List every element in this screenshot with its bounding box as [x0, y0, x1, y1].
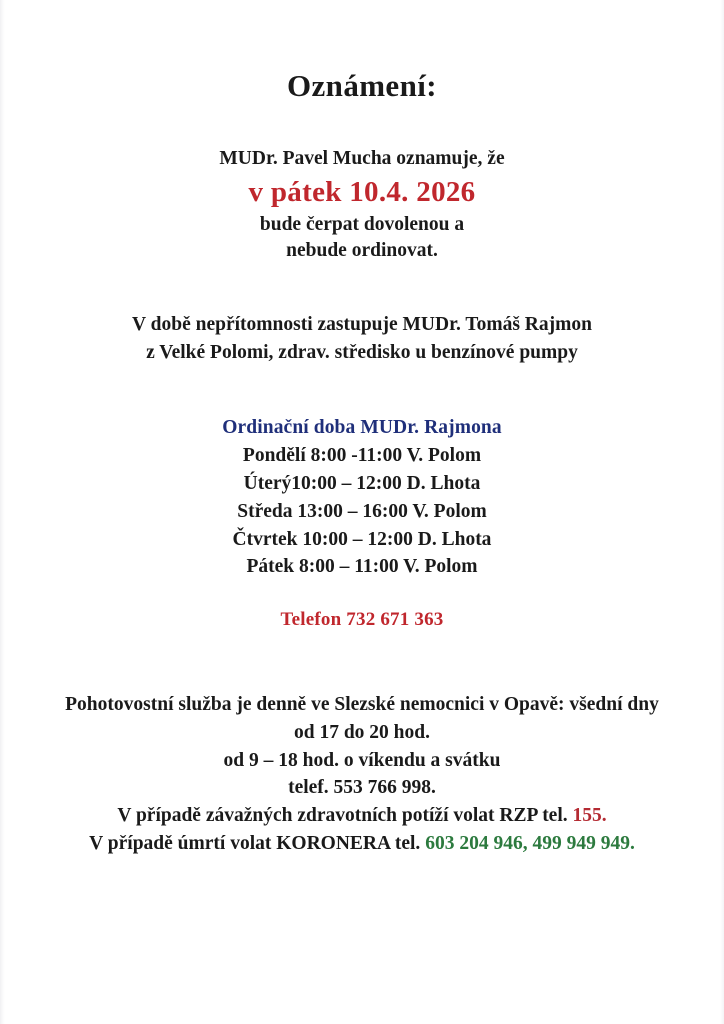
substitute-line-1: V době nepřítomnosti zastupuje MUDr. Tomáš Rajmon — [132, 314, 592, 336]
substitute-line-2: z Velké Polomi, zdrav. středisko u benzínové pumpy — [146, 342, 578, 363]
absence-reason-line-2: nebude ordinovat. — [286, 240, 438, 261]
emergency-rzp-number: 155. — [572, 805, 607, 827]
substitute-doctor-section — [26, 311, 698, 366]
contact-section — [26, 609, 698, 631]
office-hours-section — [26, 414, 698, 582]
announcement-intro: MUDr. Pavel Mucha oznamuje, že — [219, 148, 505, 169]
announcement-section — [26, 147, 698, 264]
office-hours-heading: Ordinační doba MUDr. Rajmona — [222, 416, 502, 438]
office-hours-row-thursday: Čtvrtek 10:00 – 12:00 D. Lhota — [232, 528, 492, 550]
absence-reason-line-1: bude čerpat dovolenou a — [259, 213, 465, 235]
emergency-koroner-text: V případě úmrtí volat KORONERA tel. — [89, 832, 426, 854]
office-hours-row-wednesday: Středa 13:00 – 16:00 V. Polom — [237, 500, 487, 522]
page-title: Oznámení: — [287, 68, 437, 103]
emergency-koroner-line — [26, 830, 698, 858]
emergency-rzp-line — [26, 802, 698, 830]
office-hours-row-friday: Pátek 8:00 – 11:00 V. Polom — [246, 556, 478, 578]
emergency-services-section — [26, 691, 698, 857]
contact-phone: Telefon 732 671 363 — [280, 609, 444, 631]
emergency-line-1: Pohotovostní služba je denně ve Slezské nemocnici v Opavě: všední dny — [65, 694, 659, 716]
emergency-rzp-text: V případě závažných zdravotních potíží volat RZP tel. — [117, 805, 573, 827]
emergency-line-3: od 9 – 18 hod. o víkendu a svátku — [223, 749, 501, 771]
emergency-hospital-phone: telef. 553 766 998. — [288, 777, 436, 799]
emergency-koroner-numbers: 603 204 946, 499 949 949. — [425, 832, 635, 854]
emergency-line-2: od 17 do 20 hod. — [293, 722, 430, 744]
office-hours-row-monday: Pondělí 8:00 -11:00 V. Polom — [242, 444, 482, 466]
office-hours-row-tuesday: Úterý10:00 – 12:00 D. Lhota — [243, 472, 481, 494]
absence-date: v pátek 10.4. 2026 — [248, 176, 476, 208]
